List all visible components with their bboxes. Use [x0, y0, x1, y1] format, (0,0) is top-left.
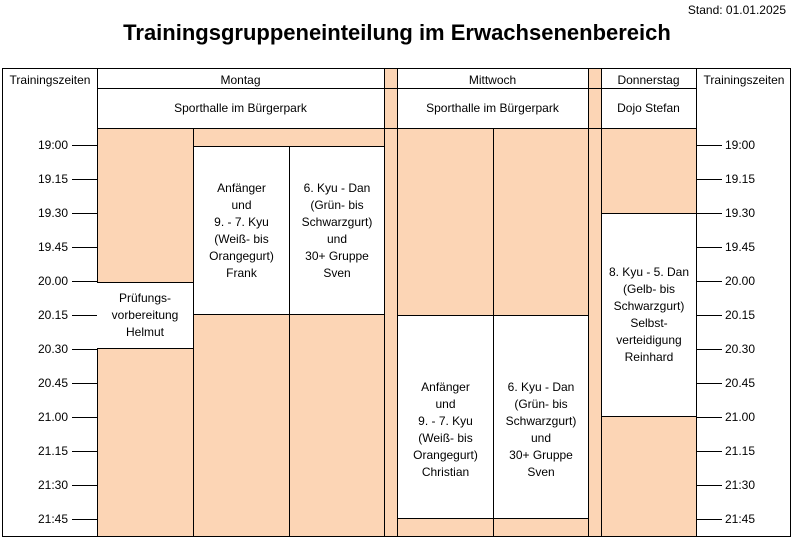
time-tick-left: [72, 519, 97, 520]
time-tick-right: [697, 315, 722, 316]
left-time-header: Trainingszeiten: [9, 73, 91, 87]
time-label-left: 21:45: [37, 512, 68, 526]
time-label-left: 20.15: [37, 308, 68, 322]
time-label-right: 21.15: [725, 444, 756, 458]
time-label-right: 21.00: [725, 410, 756, 424]
time-label-right: 19.45: [725, 240, 756, 254]
time-label-left: 21.00: [37, 410, 68, 424]
time-label-left: 21.15: [37, 444, 68, 458]
time-label-left: 19:00: [37, 138, 68, 152]
session-mon-anfaenger: Anfänger und 9. - 7. Kyu (Weiß- bis Orangegurt) Frank: [194, 146, 289, 315]
time-tick-left: [72, 417, 97, 418]
time-label-right: 19.15: [725, 172, 756, 186]
day-header-thursday: Donnerstag: [617, 73, 680, 87]
time-tick-right: [697, 519, 722, 520]
session-mon-pruefung: Prüfungs- vorbereitung Helmut: [97, 282, 193, 349]
session-mon-dan: 6. Kyu - Dan (Grün- bis Schwarzgurt) und 30+ Gruppe Sven: [290, 146, 384, 315]
time-label-left: 21:30: [37, 478, 68, 492]
time-tick-right: [697, 417, 722, 418]
vline-2: [384, 68, 385, 536]
time-tick-left: [72, 213, 97, 214]
time-tick-left: [72, 179, 97, 180]
time-label-right: 19:00: [725, 138, 756, 152]
time-label-right: 21:30: [725, 478, 756, 492]
session-thu-selbstverteidigung: 8. Kyu - 5. Dan (Gelb- bis Schwarzgurt) Selbst- verteidigung Reinhard: [602, 213, 696, 417]
time-label-right: 19.30: [725, 206, 756, 220]
day-header-wednesday: Mittwoch: [468, 73, 517, 87]
time-label-left: 19.45: [37, 240, 68, 254]
time-tick-right: [697, 145, 722, 146]
time-tick-right: [697, 349, 722, 350]
time-label-right: 20.15: [725, 308, 756, 322]
vline-4: [588, 68, 589, 536]
time-tick-right: [697, 485, 722, 486]
vline-6: [696, 68, 697, 536]
time-label-left: 19.30: [37, 206, 68, 220]
time-tick-left: [72, 383, 97, 384]
time-tick-left: [72, 281, 97, 282]
right-time-header: Trainingszeiten: [703, 73, 785, 87]
location-monday: Sporthalle im Bürgerpark: [174, 101, 307, 115]
time-tick-left: [72, 315, 97, 316]
time-tick-left: [72, 247, 97, 248]
time-label-left: 20.00: [37, 274, 68, 288]
time-label-right: 21:45: [725, 512, 756, 526]
time-label-left: 20.45: [37, 376, 68, 390]
time-tick-left: [72, 349, 97, 350]
time-tick-right: [697, 247, 722, 248]
time-tick-right: [697, 179, 722, 180]
time-tick-left: [72, 451, 97, 452]
time-tick-right: [697, 451, 722, 452]
time-tick-left: [72, 485, 97, 486]
session-wed-dan: 6. Kyu - Dan (Grün- bis Schwarzgurt) und 30+ Gruppe Sven: [494, 315, 588, 519]
time-label-left: 20.30: [37, 342, 68, 356]
time-label-right: 20.00: [725, 274, 756, 288]
day-header-monday: Montag: [220, 73, 261, 87]
page-title: Trainingsgruppeneinteilung im Erwachsenenbereich: [123, 20, 671, 45]
location-wednesday: Sporthalle im Bürgerpark: [426, 101, 559, 115]
time-label-left: 19.15: [37, 172, 68, 186]
time-tick-right: [697, 383, 722, 384]
time-label-right: 20.30: [725, 342, 756, 356]
time-tick-right: [697, 213, 722, 214]
session-wed-anfaenger: Anfänger und 9. - 7. Kyu (Weiß- bis Orangegurt) Christian: [398, 315, 493, 519]
time-tick-left: [72, 145, 97, 146]
time-label-right: 20.45: [725, 376, 756, 390]
time-tick-right: [697, 281, 722, 282]
location-thursday: Dojo Stefan: [617, 101, 680, 115]
stand-date: Stand: 01.01.2025: [687, 3, 786, 17]
